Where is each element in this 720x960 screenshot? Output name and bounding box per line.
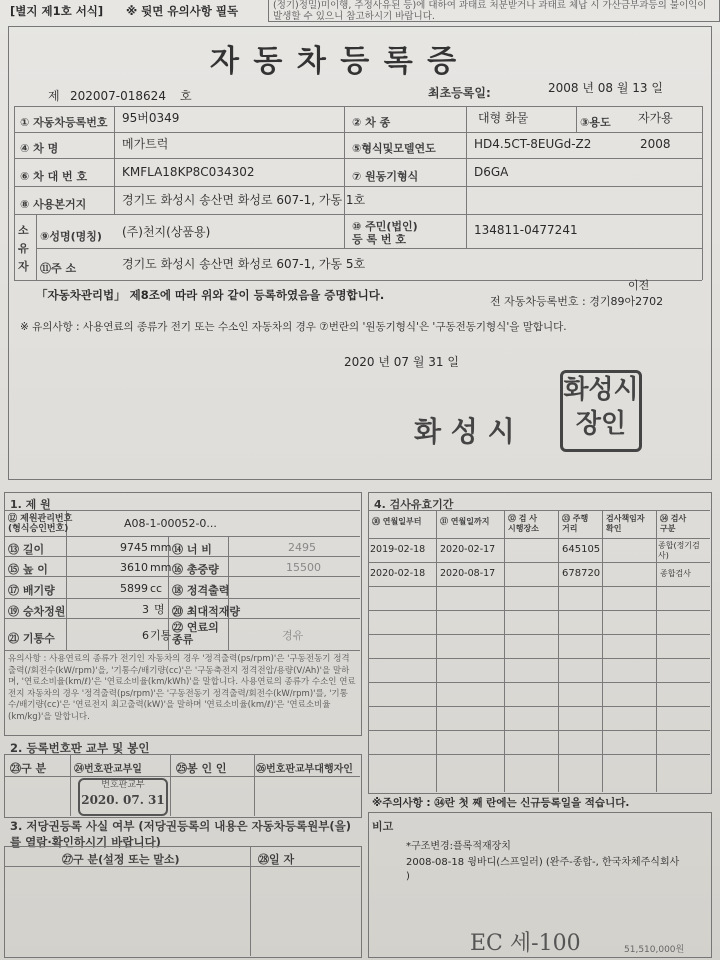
seats-label: ⑲ 승차정원 xyxy=(8,605,66,618)
memo-line3: ) xyxy=(406,871,410,882)
insp-row1-from: 2019-02-18 xyxy=(370,544,426,555)
issue-date: 2020 년 07 월 31 일 xyxy=(344,355,459,369)
cyl-label: ㉑ 기통수 xyxy=(8,632,55,645)
insp-row2-to: 2020-08-17 xyxy=(440,568,496,579)
memo-line1: *구조변경:플록적재장치 xyxy=(406,841,511,852)
length-unit: mm xyxy=(150,541,172,554)
insp-col-dist: ㉝ 주행 거리 xyxy=(562,514,589,533)
specs-note: 유의사항 : 사용연료의 종류가 전기인 자동차의 경우 '정격출력(ps/rpm)'은 '구동전동기 정격 출력(/회전수(kW/rpm)'을, '기통수/배기량(cc)'은 '구동축전지 정격전압/용량(V/Ah)'을 말하며, '연료소비율(km/ℓ)'은 '연료소비율(km/kWh)'을 말합니다. 사용연료의 종류가 수소인 연료전지 자동차의 경우 '정격출력(ps/rpm)'은 '구동전동기 정격출력/회전수(kW/rpm)'를, '기통수/배기량(cc)'은 '연료전지 최고출력(kW)'을 말하며 '연료소비율(km/ℓ)'은 '연료소비율(km/kg)'을 말합니다. xyxy=(8,654,356,722)
insp-row1-to: 2020-02-17 xyxy=(440,544,496,555)
engine-label: ⑦ 원동기형식 xyxy=(352,170,419,183)
owner-id-value: 134811-0477241 xyxy=(474,223,578,237)
approval-label: ⑫ 제원관리번호 (형식승인번호) xyxy=(8,514,73,534)
s3-col-type: ㉗구 분(설정 또는 말소) xyxy=(62,853,180,866)
top-note: (정기)정밀)미이행, 주정사유된 등)에 대하여 과태료 처분받거나 과태료 체납 시 가산금부과등의 불이익이 발생할 수 있으니 참고하시기 바랍니다. xyxy=(268,0,720,22)
memo-label: 비고 xyxy=(372,820,394,833)
width-label: ⑭ 너 비 xyxy=(172,543,212,556)
seats-value: 3 xyxy=(142,603,149,616)
type-value: 대형 화물 xyxy=(478,111,529,125)
section2-title: 2. 등록번호판 교부 및 봉인 xyxy=(10,741,150,755)
issuer-name: 화 성 시 xyxy=(414,415,515,448)
height-unit: mm xyxy=(150,561,172,574)
insp-col-kind: ㉞ 검사 구분 xyxy=(660,514,687,533)
reg-no-suffix: 호 xyxy=(180,89,192,103)
cyl-value: 6 xyxy=(142,629,149,642)
insp-row1-type: 종합(정기검사) xyxy=(658,541,700,560)
s2-col-type: ㉓구 분 xyxy=(10,762,47,775)
model-label: ⑤형식및모델연도 xyxy=(352,142,436,155)
memo-line2: 2008-08-18 윙바디(스프일러) (완주-종합-, 한국차체주식회사 xyxy=(406,857,680,868)
disp-unit: cc xyxy=(150,582,163,595)
plate-value: 95버0349 xyxy=(122,111,180,125)
use-value: 자가용 xyxy=(638,111,673,125)
specs-title: 1. 제 원 xyxy=(10,498,51,511)
vin-label: ⑥ 차 대 번 호 xyxy=(20,170,88,183)
stamp-top-text: 번호판교부 xyxy=(101,780,145,790)
certify-text: 「자동차관리법」 제8조에 따라 위와 같이 등록하였음을 증명합니다. xyxy=(36,288,385,302)
approval-value: A08-1-00052-0... xyxy=(124,517,217,530)
insp-row1-dist: 645105 xyxy=(562,544,601,555)
engine-value: D6GA xyxy=(474,165,509,179)
caution-text: ※ 유의사항 : 사용연료의 종류가 전기 또는 수소인 자동차의 경우 ⑦번란의 '원동기형식'은 '구동전동기형식'을 말합니다. xyxy=(20,321,567,333)
plate-label: ① 자동차등록번호 xyxy=(20,116,108,129)
insp-col-from: ㉚ 연월일부터 xyxy=(372,517,422,526)
width-value: 2495 xyxy=(288,541,316,554)
prev-reg-line: 전 자동차등록번호 : 경기89아2702 xyxy=(490,295,664,308)
vin-value: KMFLA18KP8C034302 xyxy=(122,165,255,179)
plate-issue-stamp xyxy=(78,778,168,816)
inspection-title: 4. 검사유효기간 xyxy=(374,498,454,511)
gross-label: ⑯ 총중량 xyxy=(172,563,219,576)
notice-text: ※ 뒷면 유의사항 필독 xyxy=(126,4,239,18)
owner-side-label: 소 유 자 xyxy=(18,224,29,273)
length-value: 9745 xyxy=(120,541,148,554)
section3-frame xyxy=(4,846,362,958)
insp-col-officer: 검사책임자 확인 xyxy=(606,514,645,533)
type-label: ② 차 종 xyxy=(352,116,391,129)
height-value: 3610 xyxy=(120,561,148,574)
memo-note: ※주의사항 : ㉞란 첫 째 란에는 신규등록일을 적습니다. xyxy=(372,797,630,809)
address-value: 경기도 화성시 송산면 화성로 607-1, 가동 5호 xyxy=(122,257,366,271)
form-id: [별지 제1호 서식] xyxy=(10,4,104,18)
seats-unit: 명 xyxy=(154,603,165,616)
name-value: 메가트럭 xyxy=(122,137,169,151)
prev-reg: 이전 xyxy=(628,279,650,292)
s2-col-date: ㉔번호판교부일 xyxy=(74,764,142,775)
section3-title: 3. 저당권등록 사실 여부 (저당권등록의 내용은 자동차등록원부(을)를 열람·확인하시기 바랍니다) xyxy=(10,819,351,849)
model-value: HD4.5CT-8EUGd-Z2 xyxy=(474,137,592,151)
first-reg-label: 최초등록일: xyxy=(428,86,491,100)
official-seal: 화성시 장인 xyxy=(560,370,642,452)
cyl-unit: 기통 xyxy=(150,629,172,642)
document-title: 자 동 차 등 록 증 xyxy=(210,44,459,79)
height-label: ⑮ 높 이 xyxy=(8,563,48,576)
insp-row2-type: 종합검사 xyxy=(660,569,691,578)
s2-col-agent: ㉖번호판교부대행자인 xyxy=(256,764,353,775)
fuel-value: 경유 xyxy=(282,629,304,642)
stamp-date: 2020. 07. 31 xyxy=(81,793,165,807)
insp-row2-dist: 678720 xyxy=(562,568,601,579)
insp-row2-from: 2020-02-18 xyxy=(370,568,426,579)
handwritten-note: EC 세-100 xyxy=(470,931,581,956)
gross-value: 15500 xyxy=(286,561,321,574)
reg-no-label: 제 xyxy=(48,89,60,103)
disp-value: 5899 xyxy=(120,582,148,595)
s3-col-date: ㉘일 자 xyxy=(258,853,295,866)
name-label: ④ 차 명 xyxy=(20,142,59,155)
fuel-label: ㉒ 연료의 종류 xyxy=(172,621,219,646)
insp-col-place: ㉜ 검 사 시행장소 xyxy=(508,514,539,533)
owner-name-label: ⑨성명(명칭) xyxy=(40,230,102,243)
length-label: ⑬ 길이 xyxy=(8,543,45,556)
owner-name-value: (주)천지(상품용) xyxy=(122,225,211,239)
location-label: ⑧ 사용본거지 xyxy=(20,198,87,211)
memo-footer: 51,510,000원 xyxy=(624,945,685,955)
power-label: ⑱ 정격출력 xyxy=(172,584,230,597)
location-value: 경기도 화성시 송산면 화성로 607-1, 가동 1호 xyxy=(122,193,366,207)
use-label: ③용도 xyxy=(580,116,611,129)
first-reg-date: 2008 년 08 월 13 일 xyxy=(548,81,663,95)
load-label: ⑳ 최대적재량 xyxy=(172,605,240,618)
address-label: ⑪주 소 xyxy=(40,262,77,275)
owner-id-label: ⑩ 주민(법인) 등 록 번 호 xyxy=(352,220,418,246)
model-year: 2008 xyxy=(640,137,671,151)
disp-label: ⑰ 배기량 xyxy=(8,584,55,597)
reg-no: 202007-018624 xyxy=(70,89,166,103)
s2-col-seal: ㉕봉 인 인 xyxy=(176,762,227,775)
insp-col-to: ㉛ 연월일까지 xyxy=(440,517,490,526)
